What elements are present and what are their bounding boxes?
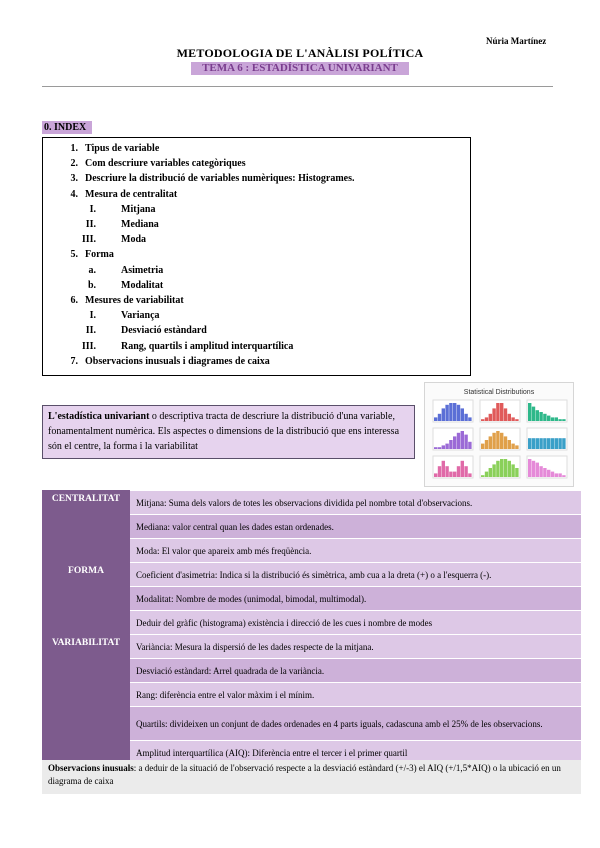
index-item: Mesura de centralitat [85, 188, 178, 200]
table-cell: Mediana: valor central quan les dades estan ordenades. [130, 514, 581, 538]
thumbnail-bar [457, 405, 460, 421]
thumbnail-bar [434, 473, 437, 477]
thumbnail-bar [547, 416, 550, 421]
thumbnail-bar [536, 438, 539, 449]
index-item-number: III. [81, 234, 96, 246]
thumbnail-bar [468, 442, 471, 449]
thumbnail-bar [515, 445, 518, 449]
thumbnail-bar [532, 438, 535, 449]
thumbnail-bar [508, 414, 511, 421]
thumbnail-bar [551, 438, 554, 449]
table-category: FORMA [42, 562, 130, 634]
thumbnail-bar [442, 445, 445, 449]
thumbnail-bar [555, 417, 558, 421]
thumbnail-bar [481, 475, 484, 477]
thumbnail-bar [539, 466, 542, 477]
thumbnail-bar [504, 459, 507, 477]
thumbnail-bar [461, 431, 464, 449]
thumbnail-title: Statistical Distributions [463, 389, 535, 396]
thumbnail-bar [453, 472, 456, 477]
thumbnail-bar [543, 414, 546, 421]
thumbnail-bar [551, 417, 554, 421]
thumbnail-bar [562, 475, 565, 477]
index-item-number: 6. [70, 295, 78, 306]
thumbnail-bar [445, 466, 448, 477]
table-cell: Rang: diferència entre el valor màxim i el mínim. [130, 682, 581, 706]
thumbnail-bar [468, 473, 471, 477]
thumbnail-bar [445, 444, 448, 449]
thumbnail-bar [442, 461, 445, 477]
distributions-chart-image [425, 383, 573, 486]
index-item: Com descriure variables categòriques [85, 158, 246, 170]
index-item-number: II. [85, 219, 96, 230]
index-item: Asimetria [121, 264, 164, 276]
thumbnail-bar [500, 433, 503, 449]
thumbnail-bar [457, 433, 460, 449]
intro-text: o descriptiva tracta de descriure la distribució d'una variable, fonamentalment numèrica. Els aspectes o dimensions de la distribució que ens interessa són el centre, la forma i la variabilitat [48, 411, 400, 452]
table-cell: Deduir del gràfic (histograma) existència i direcció de les cues i nombre de modes [130, 610, 581, 634]
thumbnail-bar [536, 463, 539, 477]
observations-text: : a deduir de la situació de l'observació respecte a la desviació estàndard (+/-3) el AIQ (+/1,5*AIQ) o la ubicació en un diagrama de caixa [48, 763, 561, 786]
thumbnail-bar [445, 405, 448, 421]
thumbnail-bar [442, 408, 445, 421]
thumbnail-bar [504, 408, 507, 421]
thumbnail-bar [481, 419, 484, 421]
index-item-number: b. [87, 279, 96, 291]
thumbnail-bar [461, 461, 464, 477]
intro-box [42, 405, 415, 459]
thumbnail-bar [464, 466, 467, 477]
thumbnail-bar [543, 468, 546, 477]
table-cell: Coeficient d'asimetria: Indica si la distribució és simètrica, amb cua a la dreta (+) o a l'esquerra (-). [130, 562, 581, 586]
thumbnail-bar [562, 419, 565, 421]
thumbnail-bar [468, 417, 471, 421]
thumbnail-bar [528, 438, 531, 449]
thumbnail-bar [438, 466, 441, 477]
table-cell: Quartils: divideixen un conjunt de dades ordenades en 4 parts iguals, cadascuna amb el 25% de les observacions. [130, 706, 581, 740]
thumbnail-bar [547, 470, 550, 477]
index-item-number: II. [85, 325, 96, 337]
thumbnail-bar [449, 403, 452, 421]
thumbnail-bar [515, 419, 518, 421]
thumbnail-bar [500, 459, 503, 477]
index-item-number: 7. [70, 355, 78, 367]
thumbnail-bar [489, 414, 492, 421]
thumbnail-bar [438, 447, 441, 449]
index-item-number: III. [81, 340, 96, 352]
distributions-thumbnail [424, 382, 574, 487]
index-box [42, 137, 471, 376]
table-cell: Mitjana: Suma dels valors de totes les observacions dividida pel nombre total d'observacions. [130, 490, 581, 514]
thumbnail-bar [449, 440, 452, 449]
thumbnail-bar [511, 417, 514, 421]
table-cell: Modalitat: Nombre de modes (unimodal, bimodal, multimodal). [130, 586, 581, 610]
thumbnail-bar [511, 444, 514, 449]
index-item-number: 2. [70, 158, 78, 170]
thumbnail-bar [558, 473, 561, 477]
index-item-number: 1. [70, 143, 78, 154]
thumbnail-bar [492, 433, 495, 449]
thumbnail-bar [547, 438, 550, 449]
document-subtitle: TEMA 6 : ESTADÍSTICA UNIVARIANT [191, 62, 409, 75]
thumbnail-bar [461, 408, 464, 421]
index-item-number: a. [88, 264, 96, 276]
thumbnail-bar [485, 440, 488, 449]
thumbnail-bar [489, 436, 492, 449]
thumbnail-bar [496, 461, 499, 477]
index-item-number: 5. [70, 249, 78, 261]
thumbnail-bar [496, 431, 499, 449]
author-name: Núria Martínez [486, 36, 547, 46]
thumbnail-bar [528, 459, 531, 477]
thumbnail-bar [562, 438, 565, 449]
intro-bold: L'estadística univariant [48, 411, 150, 422]
thumbnail-bar [500, 403, 503, 421]
thumbnail-bar [496, 403, 499, 421]
thumbnail-bar [515, 468, 518, 477]
index-item-number: 4. [70, 188, 78, 200]
thumbnail-bar [511, 464, 514, 477]
table-cell: Variància: Mesura la dispersió de les dades respecte de la mitjana. [130, 634, 581, 658]
thumbnail-bar [485, 472, 488, 477]
thumbnail-bar [449, 472, 452, 477]
thumbnail-bar [539, 412, 542, 421]
thumbnail-bar [481, 444, 484, 449]
observations-bold: Observacions inusuals [48, 763, 134, 773]
table-cell: Desviació estàndard: Arrel quadrada de la variància. [130, 658, 581, 682]
thumbnail-bar [555, 473, 558, 477]
thumbnail-bar [453, 436, 456, 449]
index-item: Rang, quartils i amplitud interquartílica [121, 340, 294, 352]
thumbnail-bar [536, 410, 539, 421]
index-item-number: I. [89, 310, 96, 322]
thumbnail-bar [532, 407, 535, 421]
thumbnail-bar [453, 403, 456, 421]
index-item: Mesures de variabilitat [85, 295, 184, 306]
index-heading: 0. INDEX [42, 121, 92, 134]
thumbnail-bar [532, 461, 535, 477]
index-item: Observacions inusuals i diagrames de caixa [85, 355, 270, 367]
thumbnail-bar [543, 438, 546, 449]
thumbnail-bar [508, 440, 511, 449]
thumbnail-bar [528, 403, 531, 421]
index-item: Variança [121, 310, 160, 322]
table-cell: Moda: El valor que apareix amb més freqüència. [130, 538, 581, 562]
thumbnail-bar [434, 447, 437, 449]
index-item: Descriure la distribució de variables numèriques: Histogrames. [85, 173, 355, 185]
thumbnail-bar [492, 464, 495, 477]
index-item: Mediana [121, 219, 159, 230]
thumbnail-bar [508, 461, 511, 477]
thumbnail-bar [492, 408, 495, 421]
thumbnail-bar [558, 438, 561, 449]
index-item: Forma [85, 249, 114, 261]
thumbnail-bar [551, 472, 554, 477]
thumbnail-bar [489, 468, 492, 477]
index-item: Desviació estàndard [121, 325, 207, 337]
thumbnail-bar [558, 419, 561, 421]
document-title: METODOLOGIA DE L'ANÀLISI POLÍTICA [176, 46, 424, 60]
thumbnail-bar [464, 414, 467, 421]
index-item: Moda [121, 234, 146, 246]
index-item-number: 3. [70, 173, 78, 185]
thumbnail-bar [555, 438, 558, 449]
index-item: Mitjana [121, 203, 156, 215]
thumbnail-bar [485, 417, 488, 421]
thumbnail-bar [434, 417, 437, 421]
table-category: VARIABILITAT [42, 634, 130, 764]
index-item: Modalitat [121, 279, 164, 291]
thumbnail-bar [504, 436, 507, 449]
table-category: CENTRALITAT [42, 490, 130, 562]
thumbnail-bar [539, 438, 542, 449]
table-cell: Amplitud interquartílica (AIQ): Diferència entre el tercer i el primer quartil [130, 740, 581, 764]
thumbnail-bar [457, 466, 460, 477]
index-item-number: I. [89, 203, 96, 215]
thumbnail-bar [438, 414, 441, 421]
observations-note [42, 760, 581, 794]
index-item: Tipus de variable [85, 143, 160, 154]
header-divider [42, 86, 553, 87]
thumbnail-bar [464, 435, 467, 449]
